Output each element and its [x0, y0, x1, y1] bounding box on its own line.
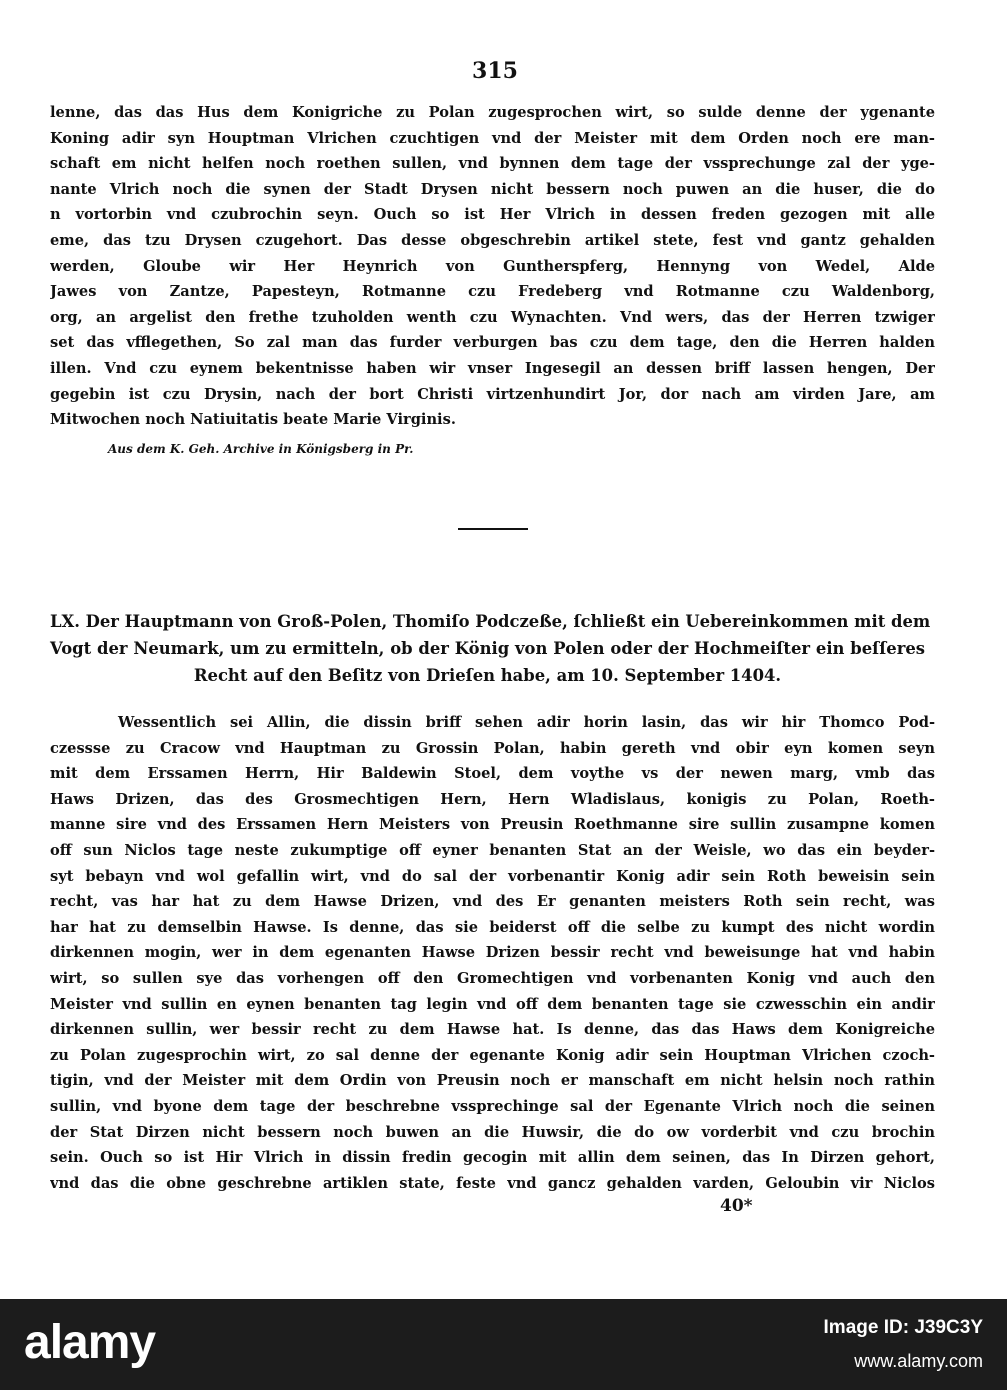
text-line: Koning adir syn Houptman Vlrichen czuchtigen vnd der Meister mit dem Orden noch ere man-	[50, 129, 935, 147]
text-line: Meister vnd sullin en eynen benanten tag legin vnd off dem benanten tage sie czwesschin ein andir	[50, 995, 935, 1013]
signature-mark: 40*	[720, 1196, 753, 1216]
text-line: lenne, das das Hus dem Konigriche zu Polan zugesprochen wirt, so sulde denne der ygenante	[50, 104, 935, 121]
text-line: manne sire vnd des Erssamen Hern Meisters von Preusin Roethmanne sire sullin zusampne komen	[50, 816, 935, 834]
section-divider	[458, 528, 528, 530]
text-line: Jawes von Zantze, Papesteyn, Rotmanne czu Fredeberg vnd Rotmanne czu Waldenborg,	[50, 283, 935, 301]
text-line: schaft em nicht helfen noch roethen sullen, vnd bynnen dem tage der vssprechunge zal der yge-	[50, 155, 935, 173]
heading-line: Vogt der Neumark, um zu ermitteln, ob der König von Polen oder der Hochmeiſter ein beſſeres	[50, 639, 925, 658]
text-line: Mitwochen noch Natiuitatis beate Marie Virginis.	[50, 411, 456, 429]
text-line: gegebin ist czu Drysin, nach der bort Christi virtzenhundirt Jor, dor nach am virden Jare, am	[50, 385, 935, 403]
alamy-logo: alamy	[24, 1316, 156, 1369]
text-line: recht, vas har hat zu dem Hawse Drizen, vnd des Er genanten meisters Roth sein recht, was	[50, 893, 935, 911]
text-line: mit dem Erssamen Herrn, Hir Baldewin Stoel, dem voythe vs der newen marg, vmb das	[50, 765, 935, 783]
text-line: czessse zu Cracow vnd Hauptman zu Grossin Polan, habin gereth vnd obir eyn komen seyn	[50, 739, 935, 757]
bottom-text-block	[50, 710, 935, 1196]
text-line: der Stat Dirzen nicht bessern noch buwen an die Huwsir, die do ow vorderbit vnd czu brochin	[50, 1123, 935, 1141]
text-line: org, an argelist den frethe tzuholden wenth czu Wynachten. Vnd wers, das der Herren tzwiger	[50, 308, 935, 326]
text-line: tigin, vnd der Meister mit dem Ordin von Preusin noch er manschaft em nicht helsin noch rathin	[50, 1072, 935, 1090]
text-line: sein. Ouch so ist Hir Vlrich in dissin fredin gecogin mit allin dem seinen, das In Dirzen gehort,	[50, 1149, 935, 1167]
watermark-banner	[0, 1299, 1007, 1390]
text-line: off sun Niclos tage neste zukumptige off eyner benanten Stat an der Weisle, wo das ein beyder-	[50, 841, 935, 859]
text-line: wirt, so sullen sye das vorhengen off den Gromechtigen vnd vorbenanten Konig vnd auch den	[50, 969, 935, 987]
text-line: syt bebayn vnd wol gefallin wirt, vnd do sal der vorbenantir Konig adir sein Roth beweisin sein	[50, 867, 935, 885]
text-line: zu Polan zugesprochin wirt, zo sal denne der egenante Konig adir sein Houptman Vlrichen czoch-	[50, 1046, 935, 1064]
text-line: Wessentlich sei Allin, die dissin briff sehen adir horin lasin, das wir hir Thomco Pod-	[118, 714, 935, 731]
text-line: n vortorbin vnd czubrochin seyn. Ouch so ist Her Vlrich in dessen freden gezogen mit alle	[50, 206, 935, 224]
heading-line: Recht auf den Beſitz von Drieſen habe, am 10. September 1404.	[193, 666, 782, 685]
text-line: dirkennen sullin, wer bessir recht zu dem Hawse hat. Is denne, das das Haws dem Konigreiche	[50, 1021, 935, 1039]
text-line: sullin, vnd byone dem tage der beschrebne vssprechinge sal der Egenante Vlrich noch die seinen	[50, 1097, 935, 1115]
archive-source-note: Aus dem K. Geh. Archive in Königsberg in Pr.	[108, 442, 414, 456]
top-text-block	[50, 100, 935, 433]
text-line: illen. Vnd czu eynem bekentnisse haben wir vnser Ingesegil an dessen briff lassen hengen, Der	[50, 359, 935, 377]
text-line: dirkennen mogin, wer in dem egenanten Hawse Drizen bessir recht vnd beweisunge hat vnd habin	[50, 944, 935, 962]
text-line: har hat zu demselbin Hawse. Is denne, das sie beiderst off die selbe zu kumpt des nicht wordin	[50, 918, 935, 936]
text-line: werden, Gloube wir Her Heynrich von Guntherspferg, Hennyng von Wedel, Alde	[50, 257, 935, 275]
page-number: 315	[472, 58, 518, 84]
text-line: vnd das die obne geschrebne artiklen state, feste vnd gancz gehalden varden, Geloubin vir Niclos	[50, 1174, 935, 1192]
site-url-label: www.alamy.com	[854, 1351, 983, 1371]
text-line: nante Vlrich noch die synen der Stadt Drysen nicht bessern noch puwen an die huser, die do	[50, 180, 935, 198]
text-line: Haws Drizen, das des Grosmechtigen Hern, Hern Wladislaus, konigis zu Polan, Roeth-	[50, 790, 935, 808]
document-heading	[50, 608, 931, 689]
text-line: set das vfflegethen, So zal man das furder verburgen bas czu dem tage, den die Herren halden	[50, 334, 935, 352]
image-id-label: Image ID: J39C3Y	[823, 1317, 983, 1338]
text-line: eme, das tzu Drysen czugehort. Das desse obgeschrebin artikel stete, fest vnd gantz gehalden	[50, 231, 935, 249]
heading-line: LX. Der Hauptmann von Groß-Polen, Thomiſo Podczeße, ſchließt ein Uebereinkommen mit dem	[50, 612, 931, 631]
